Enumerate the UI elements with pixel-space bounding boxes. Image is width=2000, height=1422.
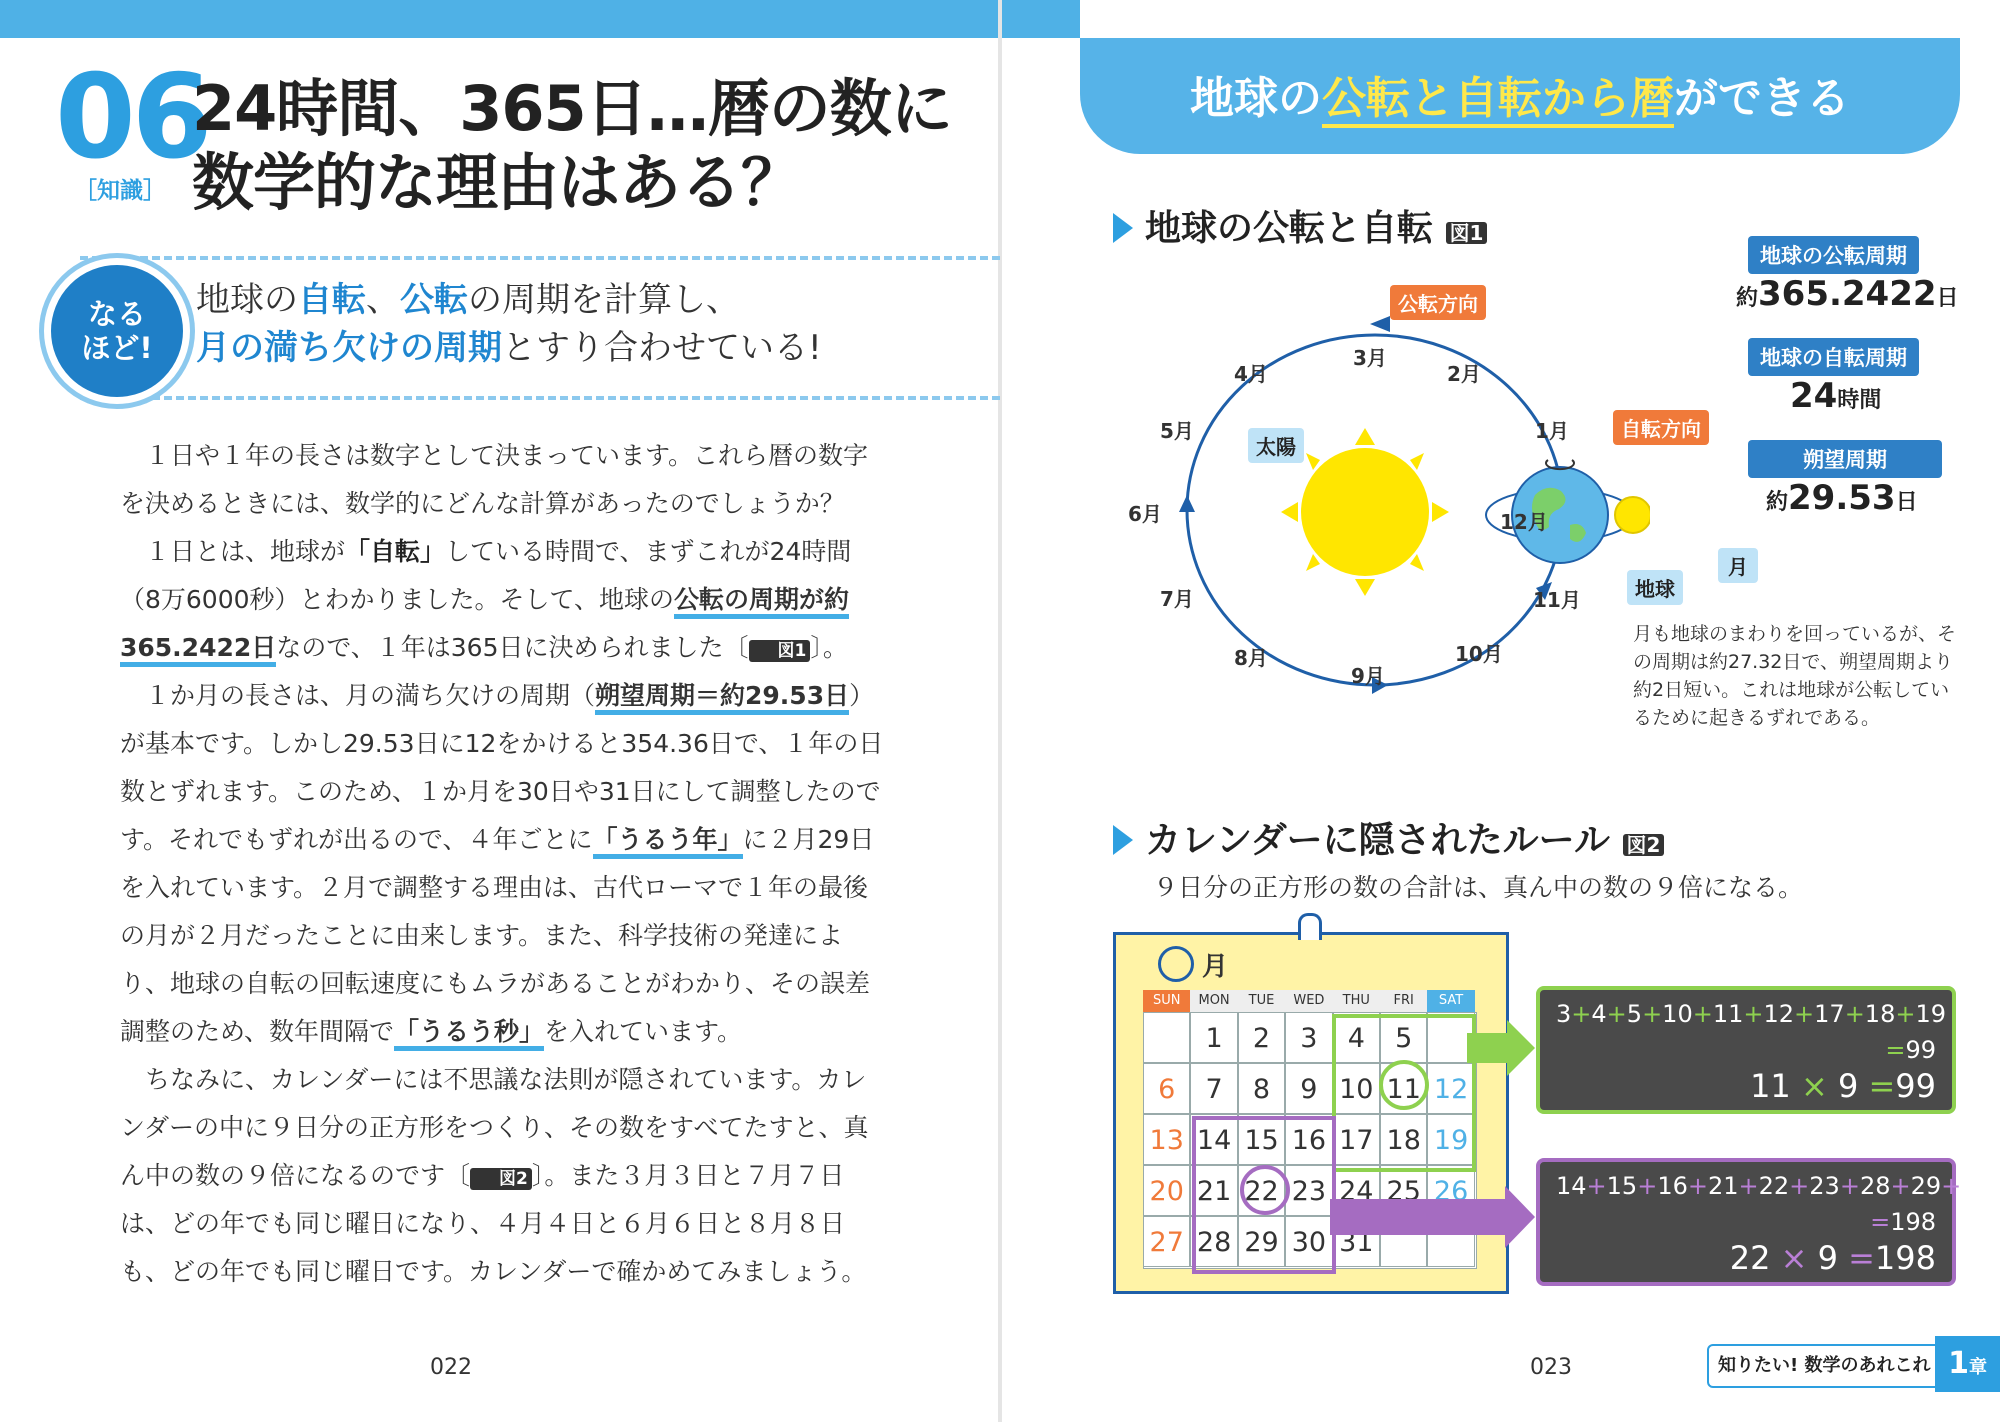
stat-prefix: 約	[1766, 490, 1789, 515]
orbit-arrow-left-icon	[1179, 495, 1195, 512]
text-run: １か月の長さは、月の満ち欠けの周期（	[145, 681, 596, 710]
moon-note: 月も地球のまわりを回っているが、その周期は約27.32日で、朔望周期より約2日短い。これは地球が公転しているために起きるずれである。	[1633, 623, 1957, 729]
purple-center-circle	[1240, 1165, 1290, 1215]
plus-sign: +	[1789, 1172, 1810, 1200]
plus-sign: +	[1687, 1172, 1708, 1200]
book-spine	[998, 0, 1002, 1422]
calendar-day-cell: 11	[1380, 1063, 1427, 1114]
stat-unit: 日	[1936, 286, 1959, 311]
paragraph-4	[120, 1056, 890, 1296]
title-line-1: 24時間、365日…暦の数に	[192, 72, 952, 145]
blank-month-circle-icon	[1158, 946, 1194, 982]
sum-term: 30	[1961, 1172, 1992, 1200]
calendar-day-cell: 31	[1333, 1216, 1380, 1267]
text-run: ）が基本です。しかし29.53日に12をかけると354.36日で、１年の日数とずれます。このため、１か月を30日や31日にして調整したのです。それでもずれが出るので、４年ごとに	[120, 681, 884, 854]
section-2-heading	[1113, 812, 1664, 863]
equation-sum-result: =198	[1870, 1208, 1936, 1236]
summary-highlight: 月の満ち欠けの周期	[196, 328, 502, 368]
equation-product: 22 × 9 =198	[1729, 1239, 1936, 1277]
summary-text-part: 、	[366, 280, 400, 320]
badge-line-1: なる	[87, 297, 146, 331]
text-run: している時間で、まずこれが24時間（8万6000秒）とわかりました。そして、地球の	[120, 537, 852, 614]
chapter-number: 06	[55, 50, 209, 185]
revolution-direction-label: 公転方向	[1390, 285, 1486, 320]
weekday-sun: SUN	[1152, 993, 1181, 1008]
stat-label-rotation: 地球の自転周期	[1748, 338, 1919, 376]
calendar-day-cell: 21	[1190, 1165, 1237, 1216]
weekday-mon: MON	[1198, 993, 1230, 1008]
calendar-day-cell: 8	[1238, 1063, 1285, 1114]
stat-prefix: 約	[1736, 286, 1759, 311]
calendar-day-cell: 20	[1143, 1165, 1190, 1216]
calendar-day-cell: 12	[1427, 1063, 1474, 1114]
summary-text-part: 地球の	[196, 280, 298, 320]
equation-product: 11 × 9 =99	[1750, 1067, 1936, 1105]
weekday-thu: THU	[1342, 993, 1370, 1008]
plus-sign: +	[1642, 1000, 1663, 1028]
triangle-bullet-icon	[1113, 825, 1133, 855]
plus-sign: +	[1606, 1000, 1627, 1028]
paragraph-1: １日や１年の長さは数字として決まっています。これら暦の数字を決めるときには、数学的にどんな計算があったのでしょうか？	[120, 441, 869, 518]
calendar-month-label: 月	[1202, 952, 1229, 982]
stat-number: 365.2422	[1758, 274, 1937, 314]
plus-sign: +	[1692, 1000, 1713, 1028]
plus-sign: +	[1738, 1172, 1759, 1200]
rotation-direction-label: 自転方向	[1613, 410, 1709, 445]
text-run: 〕。また３月３日と７月７日は、どの年でも同じ曜日になり、４月４日と６月６日と８月８日も、どの年でも同じ曜日です。カレンダーで確かめてみましょう。	[120, 1161, 867, 1286]
text-run: 〕。	[810, 633, 848, 662]
summary-text	[196, 276, 822, 372]
sum-value: 198	[1890, 1208, 1936, 1236]
month-label: 2月	[1447, 362, 1481, 386]
stat-value-revolution	[1736, 274, 1959, 314]
calendar-day-cell: 7	[1190, 1063, 1237, 1114]
calendar-day-cell: 2	[1238, 1012, 1285, 1063]
banner-part: 地球の	[1190, 73, 1322, 124]
banner-part: ができる	[1674, 73, 1850, 124]
underlined-emphasis: 「うるう秒」	[394, 1017, 544, 1051]
weekday-tue: TUE	[1248, 993, 1275, 1008]
month-label: 10月	[1455, 642, 1503, 666]
month-label: 8月	[1234, 646, 1268, 670]
calendar-day-cell: 14	[1190, 1114, 1237, 1165]
stat-label-revolution: 地球の公転周期	[1748, 236, 1919, 274]
sum-term: 14	[1556, 1172, 1587, 1200]
sum-term: 11	[1712, 1000, 1744, 1028]
equation-box-purple	[1536, 1158, 1992, 1286]
calendar-day-cell: 25	[1380, 1165, 1427, 1216]
page-number-left: 022	[430, 1355, 472, 1380]
plus-sign: +	[1571, 1000, 1592, 1028]
section-1-title: 地球の公転と自転	[1145, 208, 1434, 249]
calendar-day-cell: 15	[1238, 1114, 1285, 1165]
factor-value: 9	[1817, 1239, 1838, 1277]
calendar-day-cell	[1143, 1012, 1190, 1063]
underlined-emphasis: 「うるう年」	[593, 825, 743, 859]
stat-label-synodic: 朔望周期	[1748, 440, 1942, 478]
factor-value: 9	[1837, 1067, 1859, 1105]
chapter-suffix: 章	[1968, 1357, 1987, 1378]
calendar-day-cell: 17	[1333, 1114, 1380, 1165]
calendar-day-cell: 13	[1143, 1114, 1190, 1165]
calendar-day-cell: 23	[1285, 1165, 1332, 1216]
plus-sign: +	[1890, 1172, 1911, 1200]
sum-term: 10	[1662, 1000, 1693, 1028]
moon-icon	[1615, 497, 1650, 533]
plus-sign: +	[1586, 1172, 1607, 1200]
plus-sign: +	[1839, 1172, 1860, 1200]
calendar-day-cell: 4	[1333, 1012, 1380, 1063]
top-bar-left	[0, 0, 1000, 38]
month-label: 12月	[1500, 510, 1548, 534]
calendar-day-cell: 1	[1190, 1012, 1237, 1063]
stat-number: 29.53	[1788, 478, 1896, 518]
chapter-digit: 1	[1948, 1346, 1969, 1381]
figure-tag: 図1	[1446, 222, 1488, 244]
calendar-day-cell: 16	[1285, 1114, 1332, 1165]
footer-chapter-number	[1935, 1336, 2000, 1392]
sum-term: 12	[1763, 1000, 1795, 1028]
equation-sum-result: =99	[1885, 1036, 1936, 1064]
calendar-day-cell: 22	[1238, 1165, 1285, 1216]
banner-title	[1080, 62, 1960, 126]
category-tag: ［知識］	[74, 178, 166, 204]
equation-sum-line	[1556, 996, 1946, 1032]
naruhodo-badge	[44, 258, 190, 404]
paragraph-3	[120, 672, 890, 1056]
calendar-hook-icon	[1298, 913, 1322, 940]
calendar-day-cell: 24	[1333, 1165, 1380, 1216]
plus-sign: +	[1844, 1000, 1865, 1028]
month-label: 9月	[1351, 664, 1385, 688]
figure-ref[interactable]: 図2	[470, 1168, 532, 1190]
footer-chapter-title: 知りたい! 数学のあれこれ	[1718, 1355, 1931, 1376]
page-number-right: 023	[1530, 1355, 1572, 1380]
plus-sign: +	[1895, 1000, 1916, 1028]
month-label: 1月	[1535, 419, 1569, 443]
stat-value-synodic	[1766, 478, 1918, 518]
equation-sum-line	[1556, 1168, 1992, 1204]
sum-term: 21	[1707, 1172, 1739, 1200]
sum-value: 99	[1905, 1036, 1936, 1064]
stat-number: 24	[1790, 376, 1838, 416]
month-label: 6月	[1128, 502, 1162, 526]
calendar-day-cell: 27	[1143, 1216, 1190, 1267]
sum-term: 29	[1910, 1172, 1942, 1200]
weekday-fri: FRI	[1393, 993, 1414, 1008]
sum-term: 5	[1626, 1000, 1643, 1028]
calendar-day-cell: 3	[1285, 1012, 1332, 1063]
month-label: 5月	[1160, 419, 1194, 443]
sum-term: 3	[1556, 1000, 1572, 1028]
purple-arrow-icon	[1330, 1184, 1537, 1250]
text-run: を入れています。	[544, 1017, 743, 1046]
month-label: 3月	[1353, 346, 1387, 370]
sum-term: 17	[1814, 1000, 1845, 1028]
triangle-bullet-icon	[1113, 213, 1133, 243]
banner-highlight: 公転と自転から暦	[1322, 73, 1674, 128]
weekday-sat: SAT	[1438, 993, 1464, 1008]
summary-text-part: とすり合わせている!	[502, 328, 822, 368]
calendar-day-cell: 19	[1427, 1114, 1474, 1165]
equation-box-green	[1536, 986, 1956, 1114]
product-value: 198	[1874, 1239, 1936, 1277]
underlined-emphasis: 公転の周期が約365.2422日	[120, 585, 849, 667]
green-arrow-icon	[1467, 1018, 1537, 1078]
stat-unit: 日	[1895, 490, 1918, 515]
product-value: 99	[1895, 1067, 1936, 1105]
green-center-circle	[1379, 1060, 1429, 1110]
summary-line-1	[196, 276, 822, 324]
body-text	[120, 432, 890, 1296]
calendar-day-cell: 18	[1380, 1114, 1427, 1165]
section-2-caption: ９日分の正方形の数の合計は、真ん中の数の９倍になる。	[1153, 873, 1804, 902]
paragraph-2	[120, 528, 890, 672]
summary-line-2	[196, 324, 822, 372]
calendar-day-cell: 9	[1285, 1063, 1332, 1114]
center-value: 22	[1729, 1239, 1771, 1277]
underlined-emphasis: 朔望周期＝約29.53日	[595, 681, 849, 715]
text-run: なので、１年は365日に決められました〔	[276, 633, 749, 662]
stat-value-rotation	[1790, 376, 1881, 416]
sum-term: 28	[1859, 1172, 1891, 1200]
sun-icon	[1281, 428, 1449, 596]
title-line-2: 数学的な理由はある？	[192, 146, 803, 219]
calendar-day-cell: 5	[1380, 1012, 1427, 1063]
orbit-arrow-top-icon	[1370, 316, 1390, 332]
center-value: 11	[1750, 1067, 1791, 1105]
calendar-day-cell: 28	[1190, 1216, 1237, 1267]
sum-term: 23	[1809, 1172, 1840, 1200]
moon-label: 月	[1718, 548, 1758, 583]
plus-sign: +	[1637, 1172, 1658, 1200]
text-run: ちなみに、カレンダーには不思議な法則が隠されています。カレンダーの中に９日分の正方形をつくり、その数をすべてたすと、真ん中の数の９倍になるのです〔	[120, 1065, 869, 1190]
summary-text-part: の周期を計算し、	[468, 280, 740, 320]
sum-term: 4	[1591, 1000, 1607, 1028]
calendar-day-cell: 30	[1285, 1216, 1332, 1267]
plus-sign: +	[1794, 1000, 1815, 1028]
figure-ref[interactable]: 図1	[749, 640, 811, 662]
page-title	[192, 72, 952, 220]
plus-sign: +	[1941, 1172, 1962, 1200]
top-bar-right	[1000, 0, 1080, 38]
text-run: に２月29日を入れています。２月で調整する理由は、古代ローマで１年の最後の月が２月だったことに由来します。また、科学技術の発達により、地球の自転の回転速度にもムラがあることがわかり、その誤差調整のため、数年間隔で	[120, 825, 875, 1046]
text-run: １日とは、地球が	[145, 537, 346, 566]
sum-term: 22	[1758, 1172, 1790, 1200]
sum-term: 18	[1864, 1000, 1896, 1028]
month-label: 11月	[1533, 588, 1581, 612]
weekday-wed: WED	[1293, 993, 1325, 1008]
calendar-day-cell: 10	[1333, 1063, 1380, 1114]
stat-unit: 時間	[1837, 388, 1882, 413]
sum-term: 16	[1657, 1172, 1688, 1200]
summary-highlight: 自転	[298, 280, 366, 320]
section-2-title: カレンダーに隠されたルール	[1145, 820, 1610, 861]
badge-line-2: ほど!	[81, 331, 153, 365]
sum-term: 19	[1915, 1000, 1946, 1028]
calendar-day-cell: 29	[1238, 1216, 1285, 1267]
section-1-heading	[1113, 200, 1487, 251]
sum-term: 15	[1606, 1172, 1638, 1200]
calendar-day-cell: 26	[1427, 1165, 1474, 1216]
month-label: 4月	[1234, 362, 1268, 386]
earth-label: 地球	[1627, 570, 1683, 605]
summary-highlight: 公転	[400, 280, 468, 320]
emphasis: 「自転」	[345, 537, 446, 566]
plus-sign: +	[1743, 1000, 1764, 1028]
sun-label: 太陽	[1248, 428, 1304, 463]
calendar-day-cell: 6	[1143, 1063, 1190, 1114]
month-label: 7月	[1160, 587, 1194, 611]
figure-tag: 図2	[1623, 834, 1665, 856]
